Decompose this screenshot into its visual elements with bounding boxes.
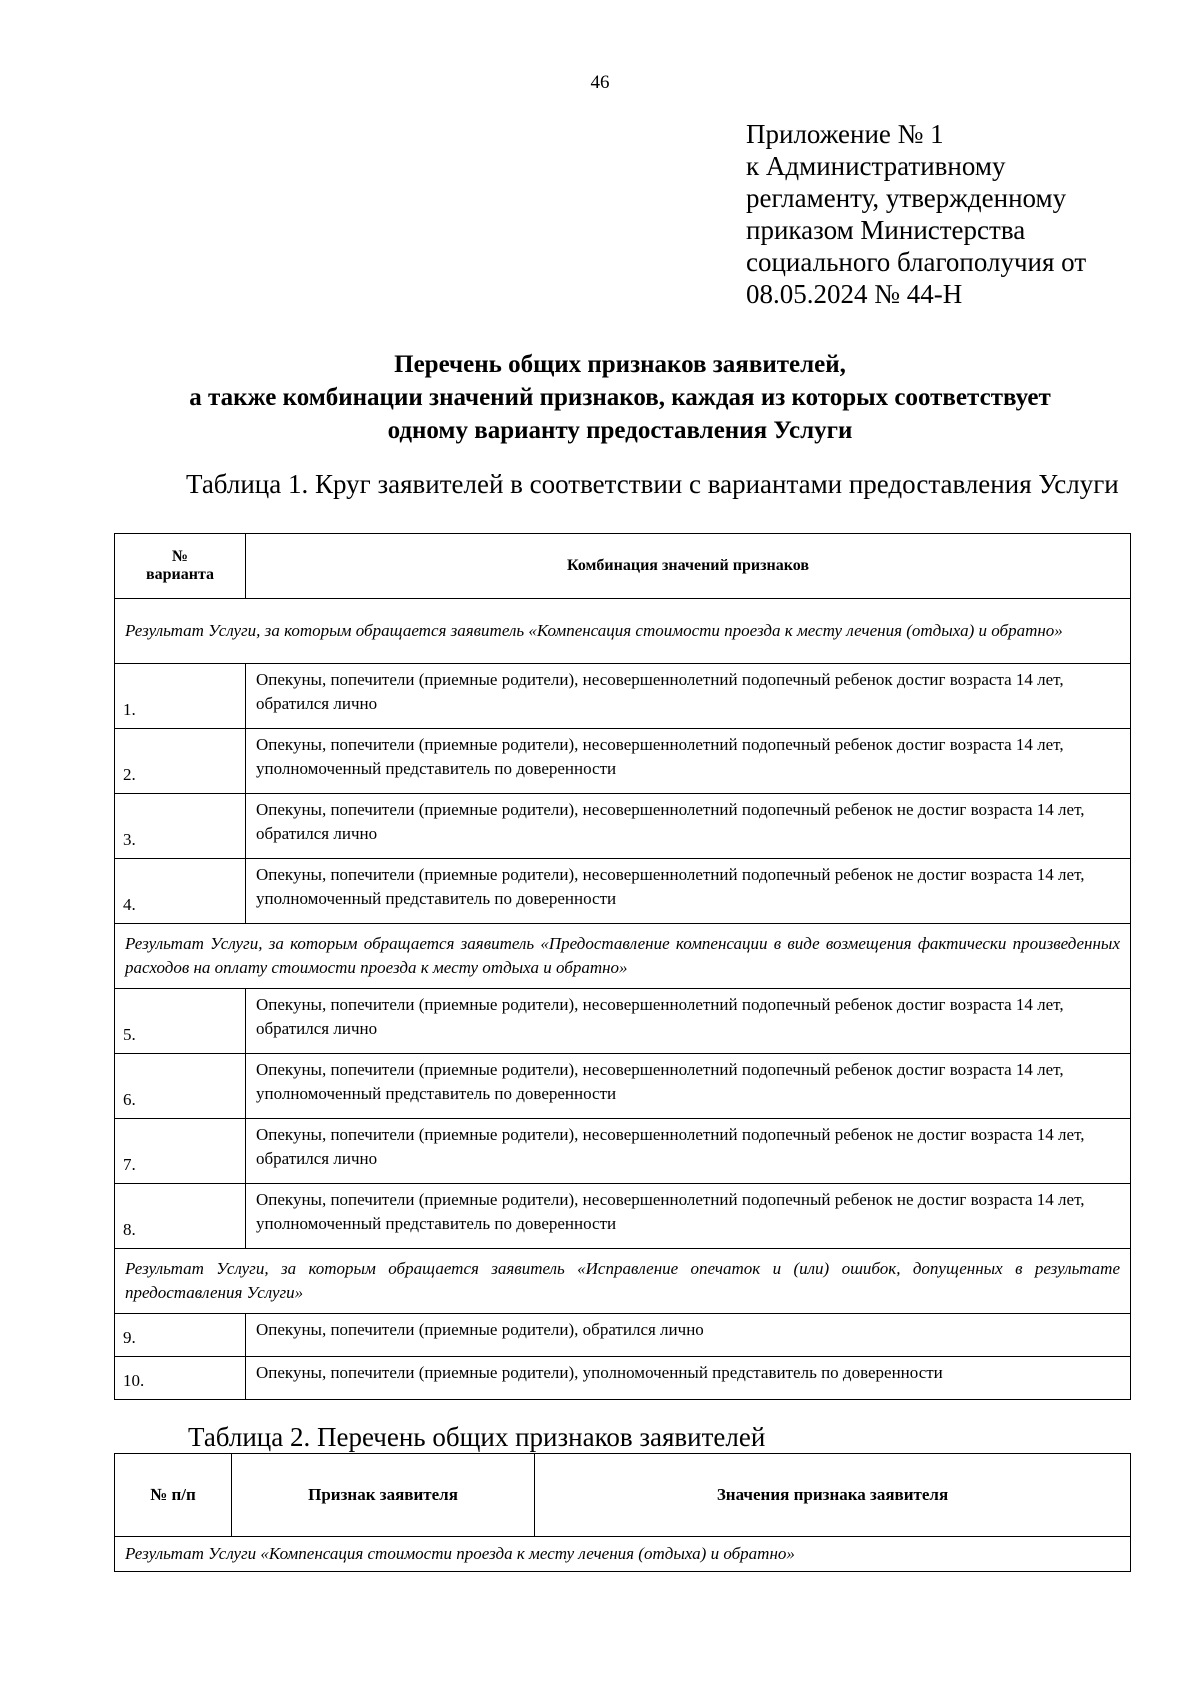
table-row xyxy=(115,1054,1131,1119)
section-row: Результат Услуги, за которым обращается заявитель «Исправление опечаток и (или) ошибок, допущенных в результате предоставления Услуги» xyxy=(115,1249,1131,1314)
variant-combination: Опекуны, попечители (приемные родители), несовершеннолетний подопечный ребенок достиг возраста 14 лет, уполномоченный представитель по доверенности xyxy=(246,729,1131,794)
variant-number: 9. xyxy=(115,1314,246,1357)
appendix-line: к Административному xyxy=(746,151,1006,181)
variant-number: 5. xyxy=(115,989,246,1054)
section-row: Результат Услуги «Компенсация стоимости проезда к месту лечения (отдыха) и обратно» xyxy=(115,1537,1131,1572)
table-row xyxy=(115,794,1131,859)
variant-number: 2. xyxy=(115,729,246,794)
variant-number: 6. xyxy=(115,1054,246,1119)
table-row xyxy=(115,1357,1131,1400)
variant-combination: Опекуны, попечители (приемные родители), несовершеннолетний подопечный ребенок не достиг возраста 14 лет, уполномоченный представитель по доверенности xyxy=(246,859,1131,924)
variant-combination: Опекуны, попечители (приемные родители), несовершеннолетний подопечный ребенок не достиг возраста 14 лет, обратился лично xyxy=(246,794,1131,859)
variant-number: 10. xyxy=(115,1357,246,1400)
variant-number: 7. xyxy=(115,1119,246,1184)
table-row xyxy=(115,1184,1131,1249)
title-line: Перечень общих признаков заявителей, xyxy=(394,351,846,378)
appendix-line: 08.05.2024 № 44-Н xyxy=(746,279,963,309)
header-text: № xyxy=(171,548,189,565)
table-row xyxy=(115,989,1131,1054)
variant-combination: Опекуны, попечители (приемные родители), несовершеннолетний подопечный ребенок не достиг возраста 14 лет, обратился лично xyxy=(246,1119,1131,1184)
variant-number: 8. xyxy=(115,1184,246,1249)
header-values: Значения признака заявителя xyxy=(535,1454,1131,1537)
table2-caption: Таблица 2. Перечень общих признаков заявителей xyxy=(188,1422,766,1452)
table-row xyxy=(115,1119,1131,1184)
appendix-line: социального благополучия от xyxy=(746,247,1087,277)
variant-combination: Опекуны, попечители (приемные родители), несовершеннолетний подопечный ребенок достиг возраста 14 лет, уполномоченный представитель по доверенности xyxy=(246,1054,1131,1119)
variant-combination: Опекуны, попечители (приемные родители), уполномоченный представитель по доверенности xyxy=(246,1357,1131,1400)
applicant-variants-table xyxy=(114,533,1131,1400)
section-row: Результат Услуги, за которым обращается заявитель «Компенсация стоимости проезда к месту лечения (отдыха) и обратно» xyxy=(115,599,1131,664)
table-row xyxy=(115,859,1131,924)
appendix-line: Приложение № 1 xyxy=(746,119,944,149)
variant-combination: Опекуны, попечители (приемные родители), несовершеннолетний подопечный ребенок достиг возраста 14 лет, обратился лично xyxy=(246,989,1131,1054)
table-header-row xyxy=(115,1454,1131,1537)
header-combination: Комбинация значений признаков xyxy=(246,534,1131,599)
appendix-block xyxy=(746,118,1166,310)
page-number: 46 xyxy=(590,72,610,93)
table-row xyxy=(115,1314,1131,1357)
header-sign: Признак заявителя xyxy=(232,1454,535,1537)
appendix-line: приказом Министерства xyxy=(746,215,1026,245)
header-text: варианта xyxy=(145,566,215,583)
variant-number: 1. xyxy=(115,664,246,729)
variant-number: 4. xyxy=(115,859,246,924)
variant-combination: Опекуны, попечители (приемные родители), несовершеннолетний подопечный ребенок не достиг возраста 14 лет, уполномоченный представитель по доверенности xyxy=(246,1184,1131,1249)
appendix-line: регламенту, утвержденному xyxy=(746,183,1067,213)
document-title xyxy=(110,348,1130,447)
title-line: а также комбинации значений признаков, каждая из которых соответствует xyxy=(189,384,1051,411)
table1-caption: Таблица 1. Круг заявителей в соответствии с вариантами предоставления Услуги xyxy=(186,469,1119,499)
table-header-row xyxy=(115,534,1131,599)
variant-number: 3. xyxy=(115,794,246,859)
applicant-signs-table xyxy=(114,1453,1131,1572)
variant-combination: Опекуны, попечители (приемные родители), несовершеннолетний подопечный ребенок достиг возраста 14 лет, обратился лично xyxy=(246,664,1131,729)
title-line: одному варианту предоставления Услуги xyxy=(387,417,853,444)
table-row xyxy=(115,664,1131,729)
section-row: Результат Услуги, за которым обращается заявитель «Предоставление компенсации в виде возмещения фактически произведенных расходов на оплату стоимости проезда к месту отдыха и обратно» xyxy=(115,924,1131,989)
variant-combination: Опекуны, попечители (приемные родители), обратился лично xyxy=(246,1314,1131,1357)
table-row xyxy=(115,729,1131,794)
header-variant-number xyxy=(115,534,246,599)
header-number: № п/п xyxy=(115,1454,232,1537)
